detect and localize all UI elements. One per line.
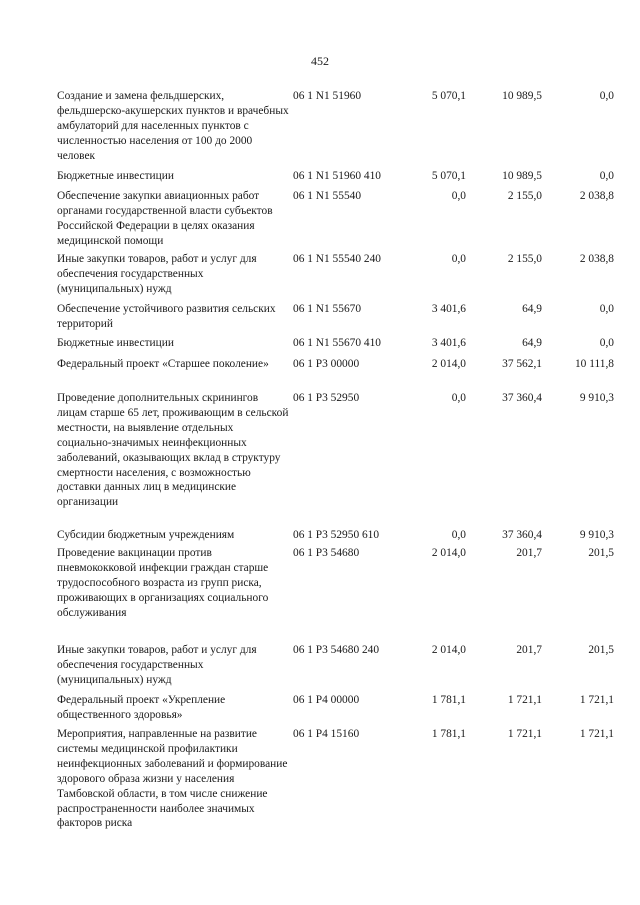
- row-value-1: 5 070,1: [431, 90, 466, 102]
- row-name: Иные закупки товаров, работ и услуг для обеспечения государственных (муниципальных) нужд: [57, 253, 257, 295]
- row-code: 06 1 P3 00000: [293, 358, 360, 370]
- row-value-2: 64,9: [522, 303, 542, 315]
- row-code: 06 1 N1 51960 410: [293, 170, 381, 182]
- row-name: Федеральный проект «Старшее поколение»: [57, 358, 269, 370]
- row-code: 06 1 P3 52950: [293, 392, 360, 404]
- row-value-2: 201,7: [516, 644, 542, 656]
- row-value-2: 37 562,1: [502, 358, 542, 370]
- row-value-3: 201,5: [588, 644, 614, 656]
- row-name: Создание и замена фельдшерских, фельдшерско-акушерских пунктов и врачебных амбулаторий для населенных пунктов с численностью населения от 100 до 2000 человек: [57, 90, 289, 162]
- row-code: 06 1 P4 15160: [293, 728, 360, 740]
- row-value-2: 2 155,0: [507, 190, 542, 202]
- row-name: Федеральный проект «Укрепление общественного здоровья»: [57, 694, 226, 721]
- row-code: 06 1 N1 55670: [293, 303, 362, 315]
- row-value-1: 2 014,0: [431, 358, 466, 370]
- row-value-1: 0,0: [451, 190, 466, 202]
- row-name: Обеспечение устойчивого развития сельских территорий: [57, 303, 276, 330]
- row-value-1: 2 014,0: [431, 644, 466, 656]
- row-value-1: 3 401,6: [431, 337, 466, 349]
- row-value-2: 1 721,1: [507, 728, 542, 740]
- row-value-3: 201,5: [588, 547, 614, 559]
- row-value-1: 0,0: [451, 392, 466, 404]
- row-name: Проведение дополнительных скринингов лицам старше 65 лет, проживающим в сельской местности, на выявление отдельных социально-значимых неинфекционных заболеваний, оказывающих вклад в структуру смертности населения, с возможностью доставки данных лиц в медицинские организации: [57, 392, 289, 509]
- row-code: 06 1 P3 54680: [293, 547, 360, 559]
- row-value-1: 1 781,1: [431, 694, 466, 706]
- row-name: Проведение вакцинации против пневмококковой инфекции граждан старше трудоспособного возраста из групп риска, проживающих в организациях социального обслуживания: [57, 547, 269, 619]
- row-value-2: 10 989,5: [502, 170, 542, 182]
- row-name: Субсидии бюджетным учреждениям: [57, 529, 235, 541]
- row-name: Мероприятия, направленные на развитие системы медицинской профилактики неинфекционных заболеваний и формирование здорового образа жизни у населения Тамбовской области, в том числе снижение распространенности наиболее значимых факторов риска: [57, 728, 288, 830]
- row-value-1: 3 401,6: [431, 303, 466, 315]
- row-name: Бюджетные инвестиции: [57, 170, 174, 182]
- row-value-1: 0,0: [451, 529, 466, 541]
- row-value-3: 0,0: [599, 303, 614, 315]
- page-number: 452: [311, 54, 329, 68]
- row-name: Бюджетные инвестиции: [57, 337, 174, 349]
- row-code: 06 1 N1 55540: [293, 190, 362, 202]
- row-value-3: 1 721,1: [579, 694, 614, 706]
- row-value-3: 10 111,8: [574, 358, 614, 370]
- row-name: Иные закупки товаров, работ и услуг для обеспечения государственных (муниципальных) нужд: [57, 644, 257, 686]
- row-value-1: 5 070,1: [431, 170, 466, 182]
- row-value-2: 37 360,4: [502, 392, 542, 404]
- row-code: 06 1 N1 51960: [293, 90, 362, 102]
- row-code: 06 1 P4 00000: [293, 694, 360, 706]
- row-value-3: 2 038,8: [579, 253, 614, 265]
- row-value-2: 1 721,1: [507, 694, 542, 706]
- row-code: 06 1 P3 54680 240: [293, 644, 380, 656]
- row-value-2: 201,7: [516, 547, 542, 559]
- row-value-2: 64,9: [522, 337, 542, 349]
- row-name: Обеспечение закупки авиационных работ органами государственной власти субъектов Российской Федерации в целях оказания медицинской помощи: [57, 190, 273, 247]
- row-value-3: 0,0: [599, 170, 614, 182]
- row-value-3: 9 910,3: [579, 529, 614, 541]
- row-code: 06 1 N1 55670 410: [293, 337, 381, 349]
- row-value-3: 0,0: [599, 90, 614, 102]
- row-value-3: 1 721,1: [579, 728, 614, 740]
- row-value-1: 2 014,0: [431, 547, 466, 559]
- row-code: 06 1 N1 55540 240: [293, 253, 381, 265]
- row-value-3: 2 038,8: [579, 190, 614, 202]
- row-value-2: 2 155,0: [507, 253, 542, 265]
- row-value-1: 1 781,1: [431, 728, 466, 740]
- row-value-3: 0,0: [599, 337, 614, 349]
- row-value-2: 37 360,4: [502, 529, 542, 541]
- row-value-1: 0,0: [451, 253, 466, 265]
- row-value-3: 9 910,3: [579, 392, 614, 404]
- row-code: 06 1 P3 52950 610: [293, 529, 380, 541]
- row-value-2: 10 989,5: [502, 90, 542, 102]
